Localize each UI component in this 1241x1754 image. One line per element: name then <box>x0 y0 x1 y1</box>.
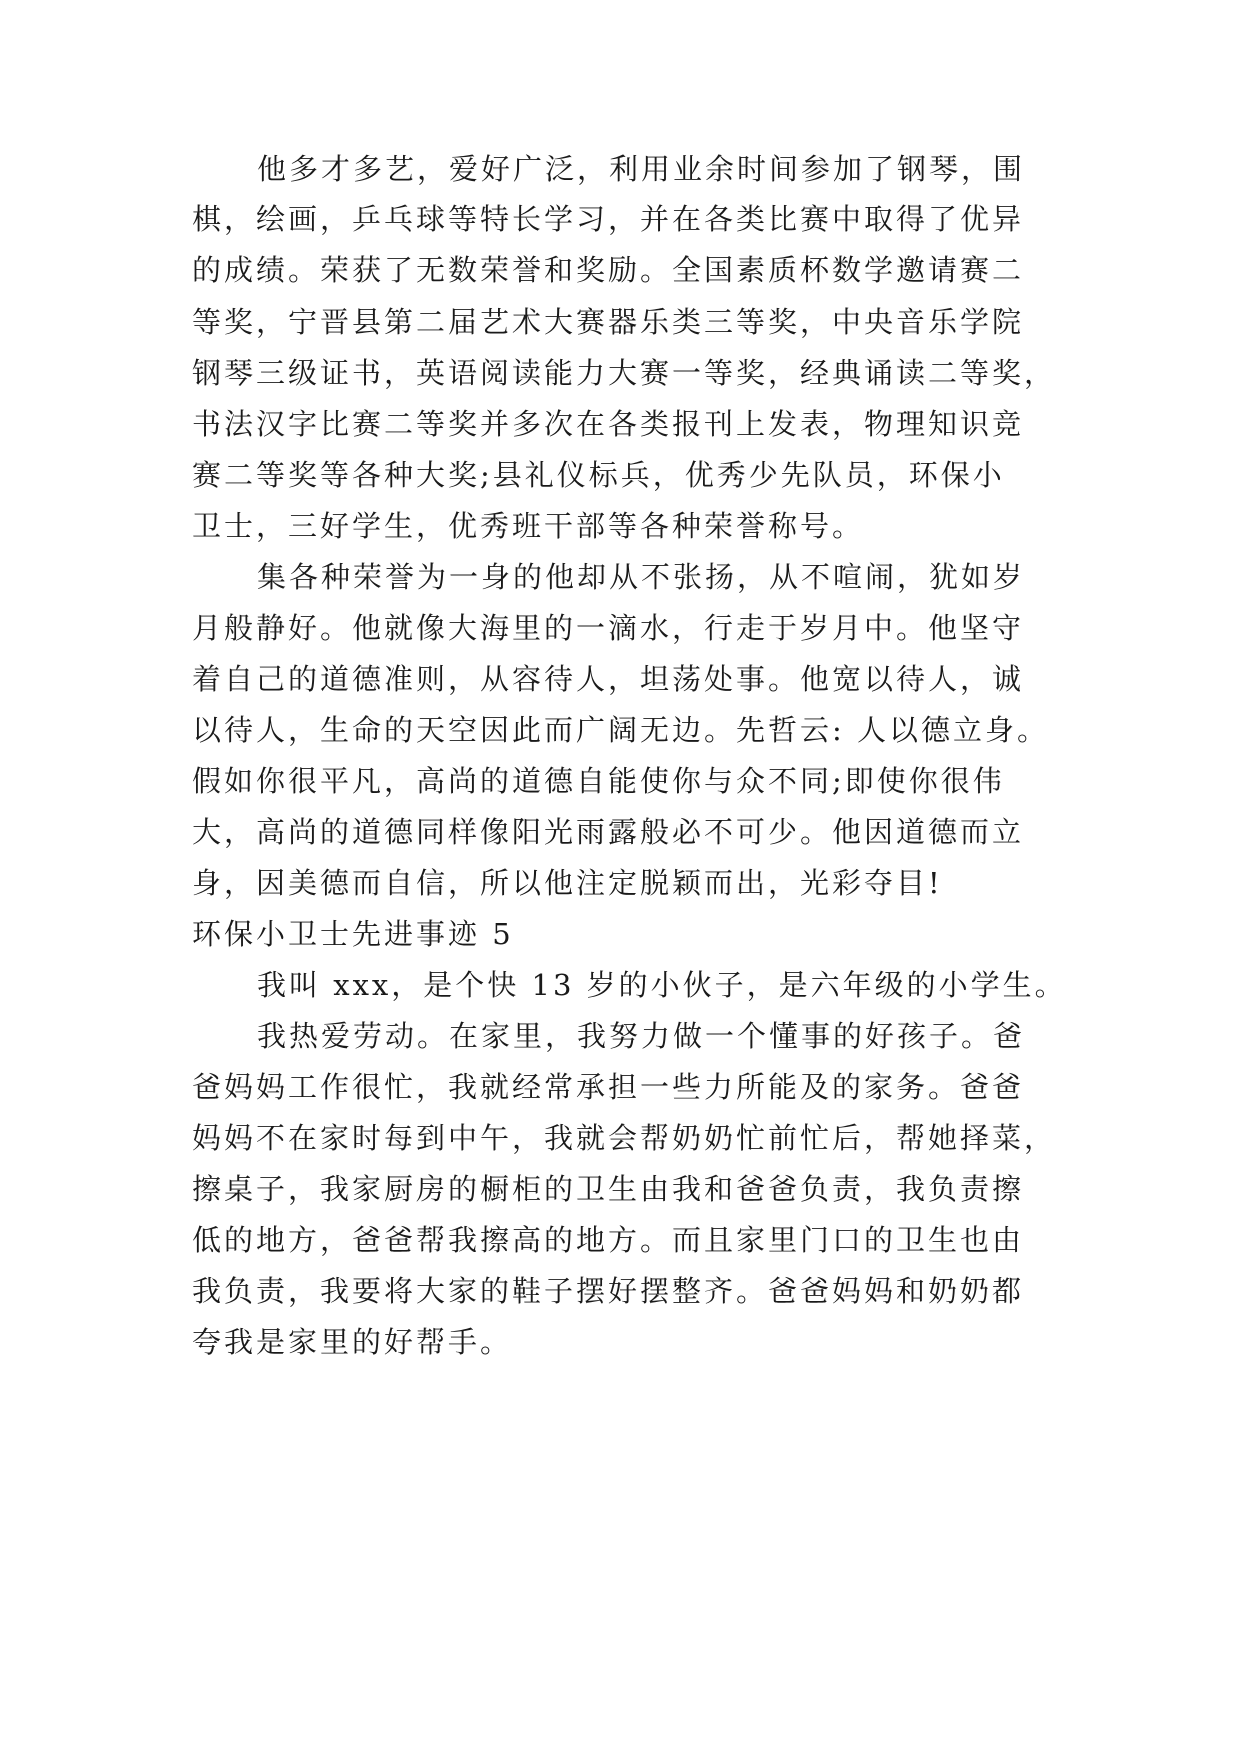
paragraph-line: 爸妈妈工作很忙，我就经常承担一些力所能及的家务。爸爸 <box>192 1070 1025 1104</box>
paragraph-line: 身，因美德而自信，所以他注定脱颖而出，光彩夺目! <box>192 866 943 900</box>
paragraph-line: 的成绩。荣获了无数荣誉和奖励。全国素质杯数学邀请赛二 <box>192 253 1025 287</box>
paragraph-line: 擦桌子，我家厨房的橱柜的卫生由我和爸爸负责，我负责擦 <box>192 1172 1025 1206</box>
paragraph-line: 低的地方，爸爸帮我擦高的地方。而且家里门口的卫生也由 <box>192 1223 1025 1257</box>
paragraph-line: 等奖，宁晋县第二届艺术大赛器乐类三等奖，中央音乐学院 <box>192 305 1025 339</box>
paragraph-line: 我负责，我要将大家的鞋子摆好摆整齐。爸爸妈妈和奶奶都 <box>192 1274 1025 1308</box>
paragraph-line: 卫士，三好学生，优秀班干部等各种荣誉称号。 <box>192 509 865 543</box>
paragraph-line: 以待人，生命的天空因此而广阔无边。先哲云: 人以德立身。 <box>192 713 1049 747</box>
paragraph-line: 夸我是家里的好帮手。 <box>192 1325 513 1359</box>
paragraph-line: 着自己的道德准则，从容待人，坦荡处事。他宽以待人，诚 <box>192 662 1025 696</box>
paragraph-line: 我热爱劳动。在家里，我努力做一个懂事的好孩子。爸 <box>257 1019 1026 1053</box>
paragraph-line: 棋，绘画，乒乓球等特长学习，并在各类比赛中取得了优异 <box>192 202 1025 236</box>
paragraph-line: 钢琴三级证书，英语阅读能力大赛一等奖，经典诵读二等奖， <box>192 356 1057 390</box>
paragraph-line: 集各种荣誉为一身的他却从不张扬，从不喧闹，犹如岁 <box>257 560 1026 594</box>
paragraph-line: 大，高尚的道德同样像阳光雨露般必不可少。他因道德而立 <box>192 815 1025 849</box>
document-body <box>192 0 1072 1754</box>
paragraph-line: 假如你很平凡，高尚的道德自能使你与众不同;即使你很伟 <box>192 764 1005 798</box>
paragraph-line: 妈妈不在家时每到中午，我就会帮奶奶忙前忙后，帮她择菜， <box>192 1121 1057 1155</box>
paragraph-line: 月般静好。他就像大海里的一滴水，行走于岁月中。他坚守 <box>192 611 1025 645</box>
paragraph-line: 书法汉字比赛二等奖并多次在各类报刊上发表，物理知识竞 <box>192 407 1025 441</box>
paragraph-line: 赛二等奖等各种大奖;县礼仪标兵，优秀少先队员，环保小 <box>192 458 1005 492</box>
paragraph-line: 他多才多艺，爱好广泛，利用业余时间参加了钢琴，围 <box>257 152 1026 186</box>
paragraph-line: 我叫 xxx，是个快 13 岁的小伙子，是六年级的小学生。 <box>257 968 1067 1002</box>
section-title: 环保小卫士先进事迹 5 <box>192 917 514 951</box>
